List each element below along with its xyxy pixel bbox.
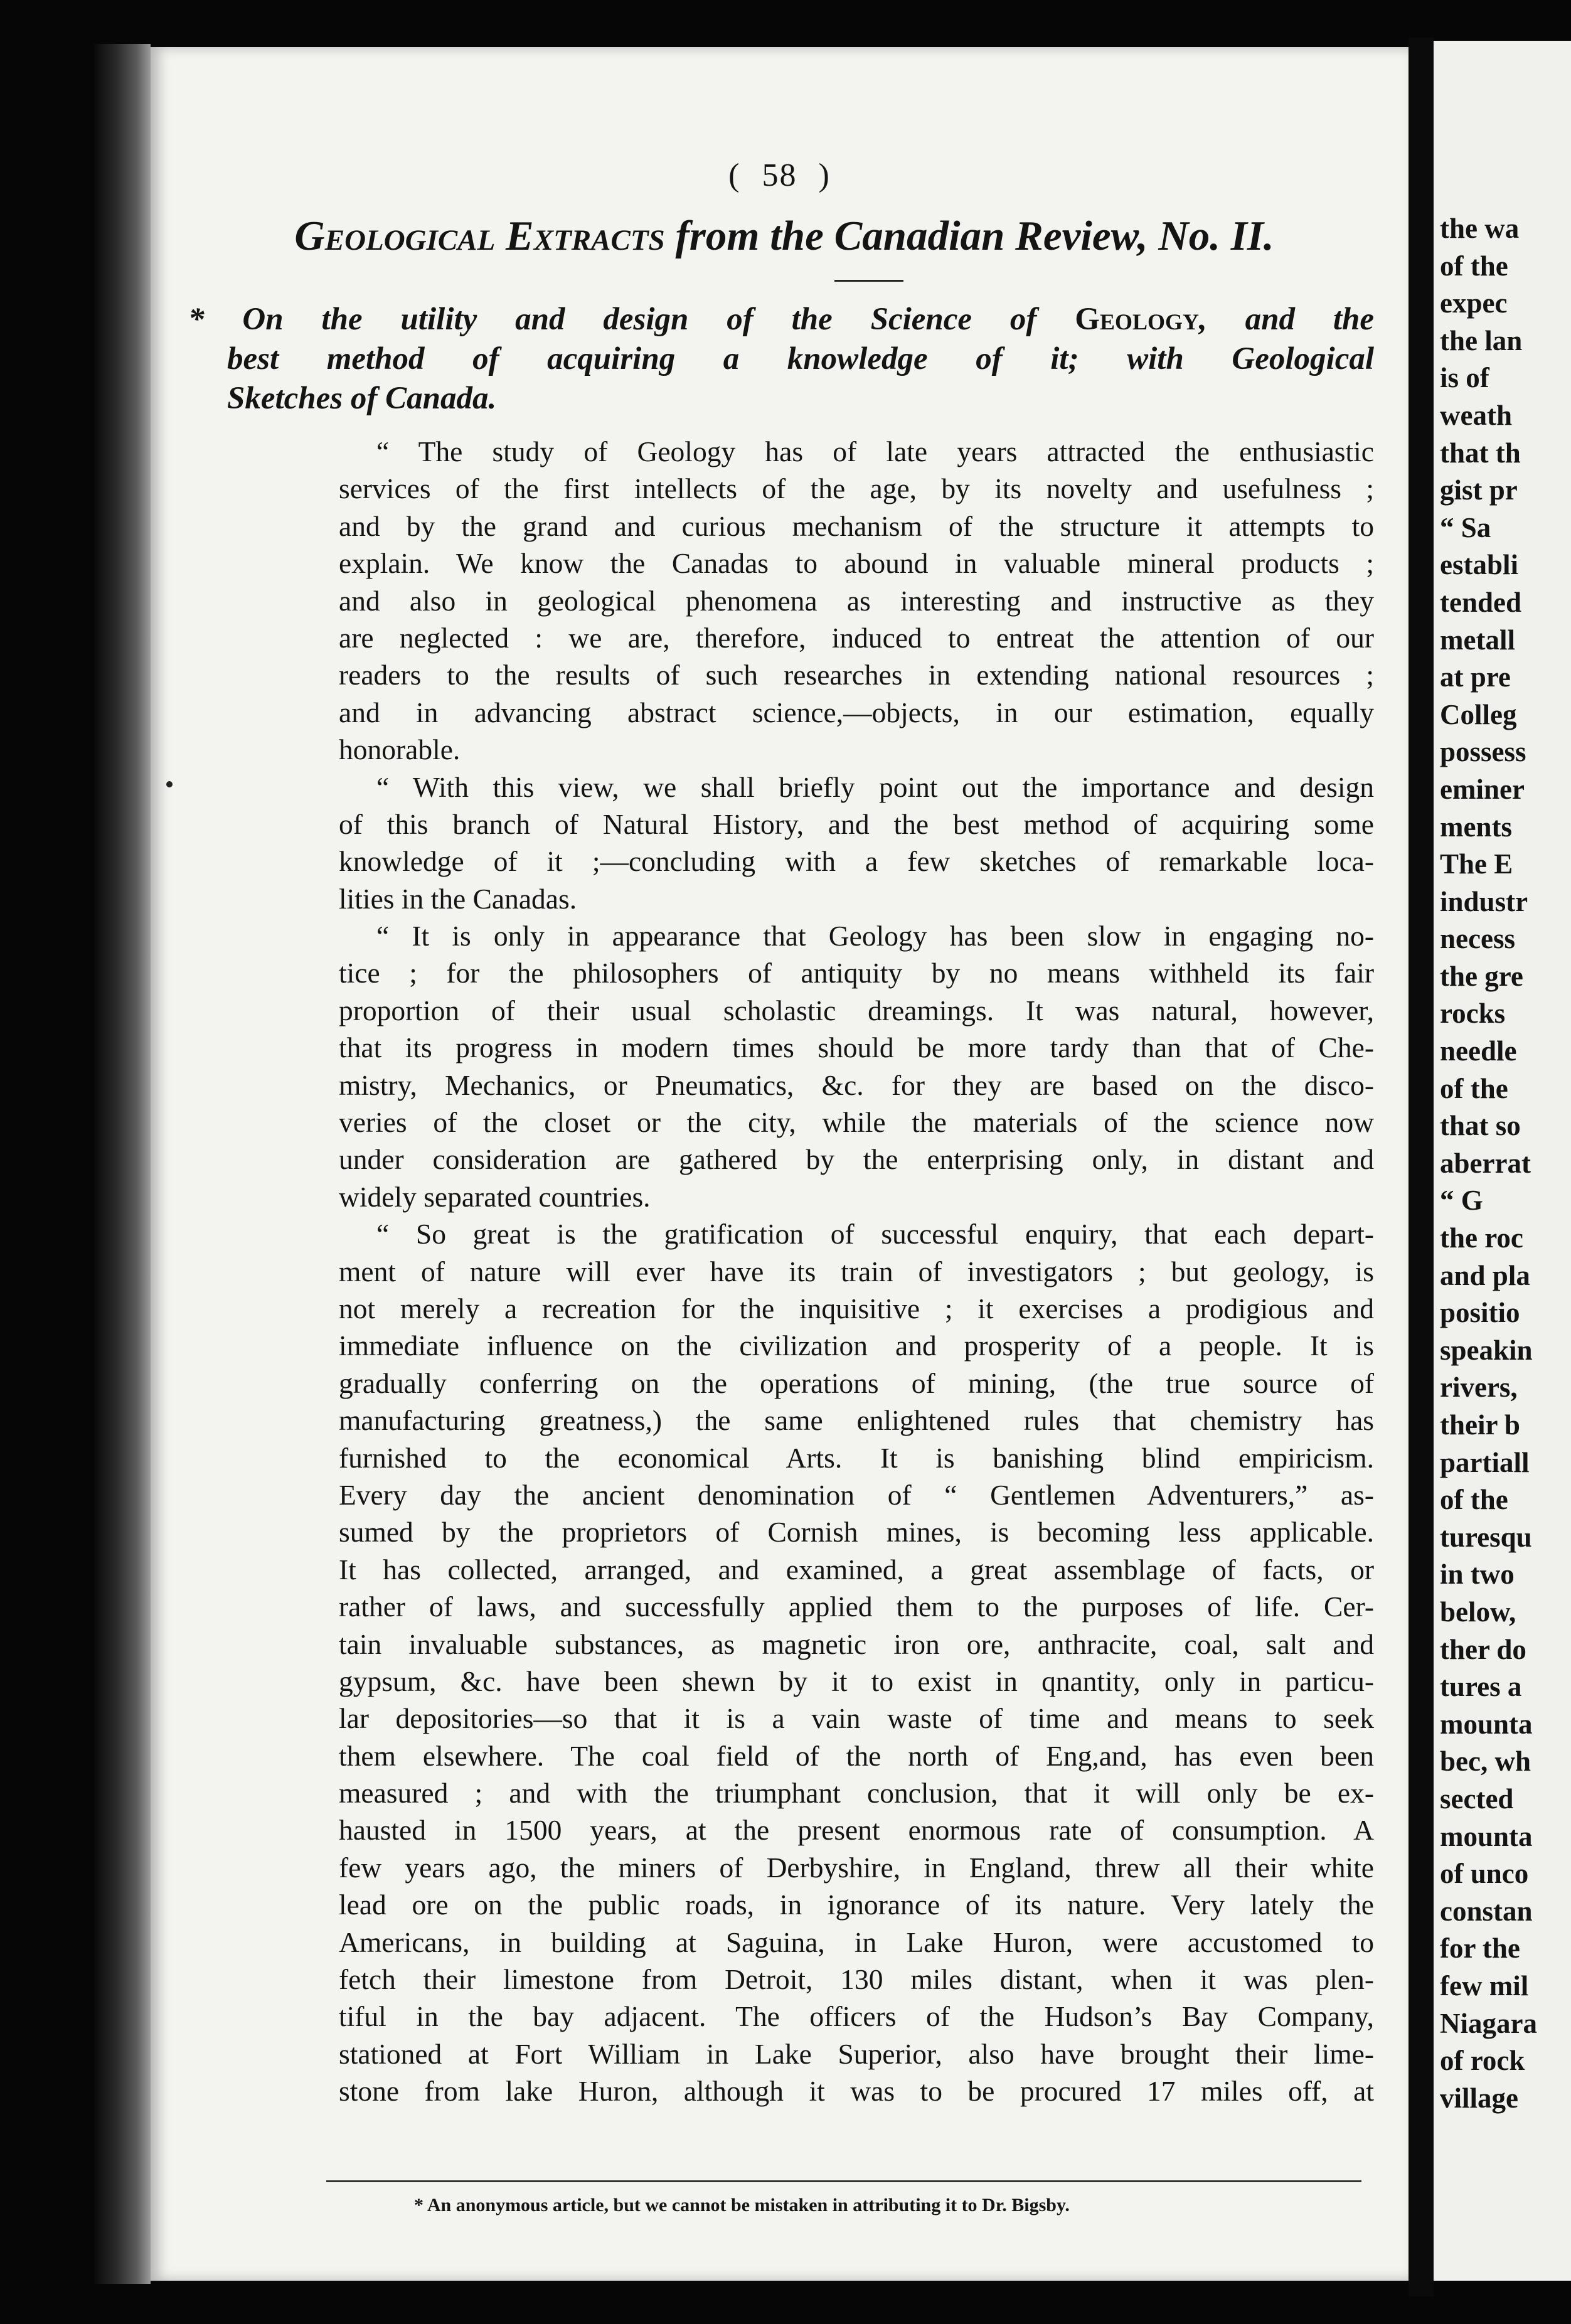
body-line: gradually conferring on the operations of mining, (the true source of: [339, 1367, 1374, 1399]
page-number-close-paren: ): [818, 157, 831, 193]
page-number-value: 58: [762, 157, 797, 193]
body-line: veries of the closet or the city, while the materials of the science now: [339, 1106, 1374, 1139]
article-heading: [188, 212, 1380, 260]
page-number-open-paren: (: [728, 157, 741, 193]
body-line: hausted in 1500 years, at the present enormous rate of consumption. A: [339, 1814, 1374, 1847]
body-line: “ The study of Geology has of late years attracted the enthusiastic: [376, 435, 1374, 467]
right-page-line: of rock: [1440, 2045, 1525, 2077]
right-page-line: weath: [1440, 399, 1512, 431]
subtitle-geology-word: Geology: [1075, 302, 1199, 337]
right-page-line: and pla: [1440, 1259, 1530, 1291]
subtitle-line-2: best method of acquiring a knowledge of it; with Geological: [227, 341, 1374, 376]
right-page-line: “ G: [1440, 1185, 1483, 1217]
article-subtitle: [188, 300, 1374, 418]
right-page-line: the lan: [1440, 324, 1523, 356]
body-line: Every day the ancient denomination of “ Gentlemen Adventurers,” as-: [339, 1478, 1374, 1511]
right-page-line: that so: [1440, 1110, 1521, 1142]
footnote-rule: [326, 2180, 1361, 2182]
body-line: honorable.: [339, 733, 461, 766]
body-line: stone from lake Huron, although it was to be procured 17 miles off, at: [339, 2075, 1374, 2108]
right-page-line: “ Sa: [1440, 511, 1491, 543]
body-line: not merely a recreation for the inquisitive ; it exercises a prodigious and: [339, 1292, 1374, 1325]
body-line: Americans, in building at Saguina, in Lake Huron, were accustomed to: [339, 1926, 1374, 1958]
right-page-line: mounta: [1440, 1820, 1533, 1852]
body-line: services of the first intellects of the age, by its novelty and usefulness ;: [339, 472, 1374, 505]
body-line: and also in geological phenomena as interesting and instructive as they: [339, 584, 1374, 617]
body-line: manufacturing greatness,) the same enlightened rules that chemistry has: [339, 1404, 1374, 1437]
body-line: “ It is only in appearance that Geology has been slow in engaging no-: [376, 920, 1374, 952]
subtitle-line-3: Sketches of Canada.: [227, 381, 497, 416]
body-line: rather of laws, and successfully applied them to the purposes of life. Cer-: [339, 1591, 1374, 1623]
subtitle-line-1-tail: , and the: [1198, 302, 1374, 337]
right-page-line: rivers,: [1440, 1372, 1518, 1404]
right-page-line: needle: [1440, 1035, 1517, 1067]
right-page-line: partiall: [1440, 1446, 1530, 1478]
body-line: widely separated countries.: [339, 1180, 651, 1213]
article-body: [339, 433, 1374, 2110]
right-page-line: Niagara: [1440, 2007, 1537, 2039]
margin-mark: [166, 781, 173, 787]
right-page-line: ments: [1440, 811, 1512, 843]
body-line: knowledge of it ;—concluding with a few sketches of remarkable loca-: [339, 845, 1374, 878]
body-line: readers to the results of such researches in extending national resources ;: [339, 659, 1374, 691]
body-line: lead ore on the public roads, in ignorance of its nature. Very lately the: [339, 1889, 1374, 1921]
right-page-line: sected: [1440, 1783, 1514, 1815]
right-page-line: tures a: [1440, 1671, 1522, 1703]
right-page-line: the gre: [1440, 960, 1523, 992]
heading-small-caps: Geological Extracts: [294, 213, 665, 259]
right-page-column: [1440, 210, 1571, 2117]
body-line: lities in the Canadas.: [339, 882, 577, 915]
footnote: * An anonymous article, but we cannot be mistaken in attributing it to Dr. Bigsby.: [414, 2195, 1070, 2215]
right-page-line: The E: [1440, 848, 1513, 880]
right-page-line: of the: [1440, 1072, 1508, 1104]
body-line: proportion of their usual scholastic dreamings. It was natural, however,: [339, 994, 1374, 1026]
body-line: furnished to the economical Arts. It is banishing blind empiricism.: [339, 1441, 1374, 1474]
right-page-line: necess: [1440, 923, 1515, 955]
page-number: [151, 157, 1409, 194]
subtitle-line-1: [188, 300, 1374, 339]
right-page-line: at pre: [1440, 661, 1511, 693]
body-line: explain. We know the Canadas to abound in valuable mineral products ;: [339, 547, 1374, 580]
right-page-line: of the: [1440, 1484, 1508, 1516]
right-page-line: gist pr: [1440, 474, 1518, 506]
heading-rest: from the Canadian Review, No. II.: [664, 213, 1274, 259]
right-page-line: few mil: [1440, 1970, 1529, 2002]
right-page-line: rocks: [1440, 998, 1506, 1030]
right-page-line: establi: [1440, 549, 1519, 581]
right-page-line: tended: [1440, 586, 1522, 618]
body-line: “ With this view, we shall briefly point out the importance and design: [376, 770, 1374, 803]
body-line: It has collected, arranged, and examined, a great assemblage of facts, or: [339, 1553, 1374, 1586]
right-page: [1434, 41, 1571, 2281]
right-page-line: the roc: [1440, 1222, 1523, 1254]
right-page-line: positio: [1440, 1297, 1520, 1329]
body-line: them elsewhere. The coal field of the north of Eng,and, has even been: [339, 1739, 1374, 1772]
right-page-line: Colleg: [1440, 698, 1517, 730]
book-binding: [94, 44, 151, 2284]
right-page-line: bec, wh: [1440, 1746, 1531, 1778]
body-line: sumed by the proprietors of Cornish mines, is becoming less applicable.: [339, 1516, 1374, 1548]
body-line: tain invaluable substances, as magnetic iron ore, anthracite, coal, salt and: [339, 1628, 1374, 1660]
body-line: gypsum, &c. have been shewn by it to exist in qnantity, only in particu-: [339, 1665, 1374, 1697]
right-page-line: eminer: [1440, 773, 1525, 805]
right-page-line: in two: [1440, 1559, 1515, 1591]
body-line: ment of nature will ever have its train of investigators ; but geology, is: [339, 1255, 1374, 1287]
right-page-line: possess: [1440, 736, 1526, 768]
right-page-line: speakin: [1440, 1334, 1533, 1366]
body-line: fetch their limestone from Detroit, 130 miles distant, when it was plen-: [339, 1963, 1374, 1996]
right-page-line: village: [1440, 2082, 1518, 2114]
body-line: that its progress in modern times should be more tardy than that of Che-: [339, 1031, 1374, 1064]
right-page-line: turesqu: [1440, 1521, 1532, 1553]
right-page-line: industr: [1440, 885, 1528, 917]
right-page-line: expec: [1440, 287, 1508, 319]
right-page-line: mounta: [1440, 1708, 1533, 1740]
right-page-line: is of: [1440, 362, 1489, 394]
body-line: measured ; and with the triumphant conclusion, that it will only be ex-: [339, 1777, 1374, 1810]
body-line: and in advancing abstract science,—objects, in our estimation, equally: [339, 696, 1374, 728]
body-line: lar depositories—so that it is a vain waste of time and means to seek: [339, 1702, 1374, 1735]
right-page-line: the wa: [1440, 213, 1520, 244]
right-page-line: that th: [1440, 437, 1521, 469]
right-page-line: aberrat: [1440, 1147, 1531, 1179]
body-line: few years ago, the miners of Derbyshire, in England, threw all their white: [339, 1851, 1374, 1884]
right-page-line: their b: [1440, 1409, 1520, 1441]
right-page-line: metall: [1440, 624, 1515, 656]
page-gutter: [1409, 38, 1434, 2296]
right-page-line: below,: [1440, 1596, 1516, 1628]
body-line: of this branch of Natural History, and the best method of acquiring some: [339, 808, 1374, 840]
body-line: are neglected : we are, therefore, induced to entreat the attention of our: [339, 621, 1374, 654]
body-line: mistry, Mechanics, or Pneumatics, &c. for they are based on the disco-: [339, 1069, 1374, 1101]
subtitle-line-1-text: * On the utility and design of the Science of: [188, 302, 1075, 337]
body-line: and by the grand and curious mechanism of the structure it attempts to: [339, 509, 1374, 542]
body-line: stationed at Fort William in Lake Superior, also have brought their lime-: [339, 2037, 1374, 2070]
body-line: under consideration are gathered by the enterprising only, in distant and: [339, 1143, 1374, 1176]
body-line: tice ; for the philosophers of antiquity by no means withheld its fair: [339, 957, 1374, 989]
heading-rule: [834, 280, 903, 282]
right-page-line: of the: [1440, 250, 1508, 282]
right-page-line: ther do: [1440, 1633, 1526, 1665]
body-line: tiful in the bay adjacent. The officers of the Hudson’s Bay Company,: [339, 2000, 1374, 2033]
right-page-line: for the: [1440, 1932, 1520, 1964]
right-page-line: of unco: [1440, 1858, 1529, 1890]
body-line: “ So great is the gratification of successful enquiry, that each depart-: [376, 1218, 1374, 1250]
body-line: immediate influence on the civilization and prosperity of a people. It is: [339, 1330, 1374, 1362]
right-page-line: constan: [1440, 1895, 1533, 1927]
